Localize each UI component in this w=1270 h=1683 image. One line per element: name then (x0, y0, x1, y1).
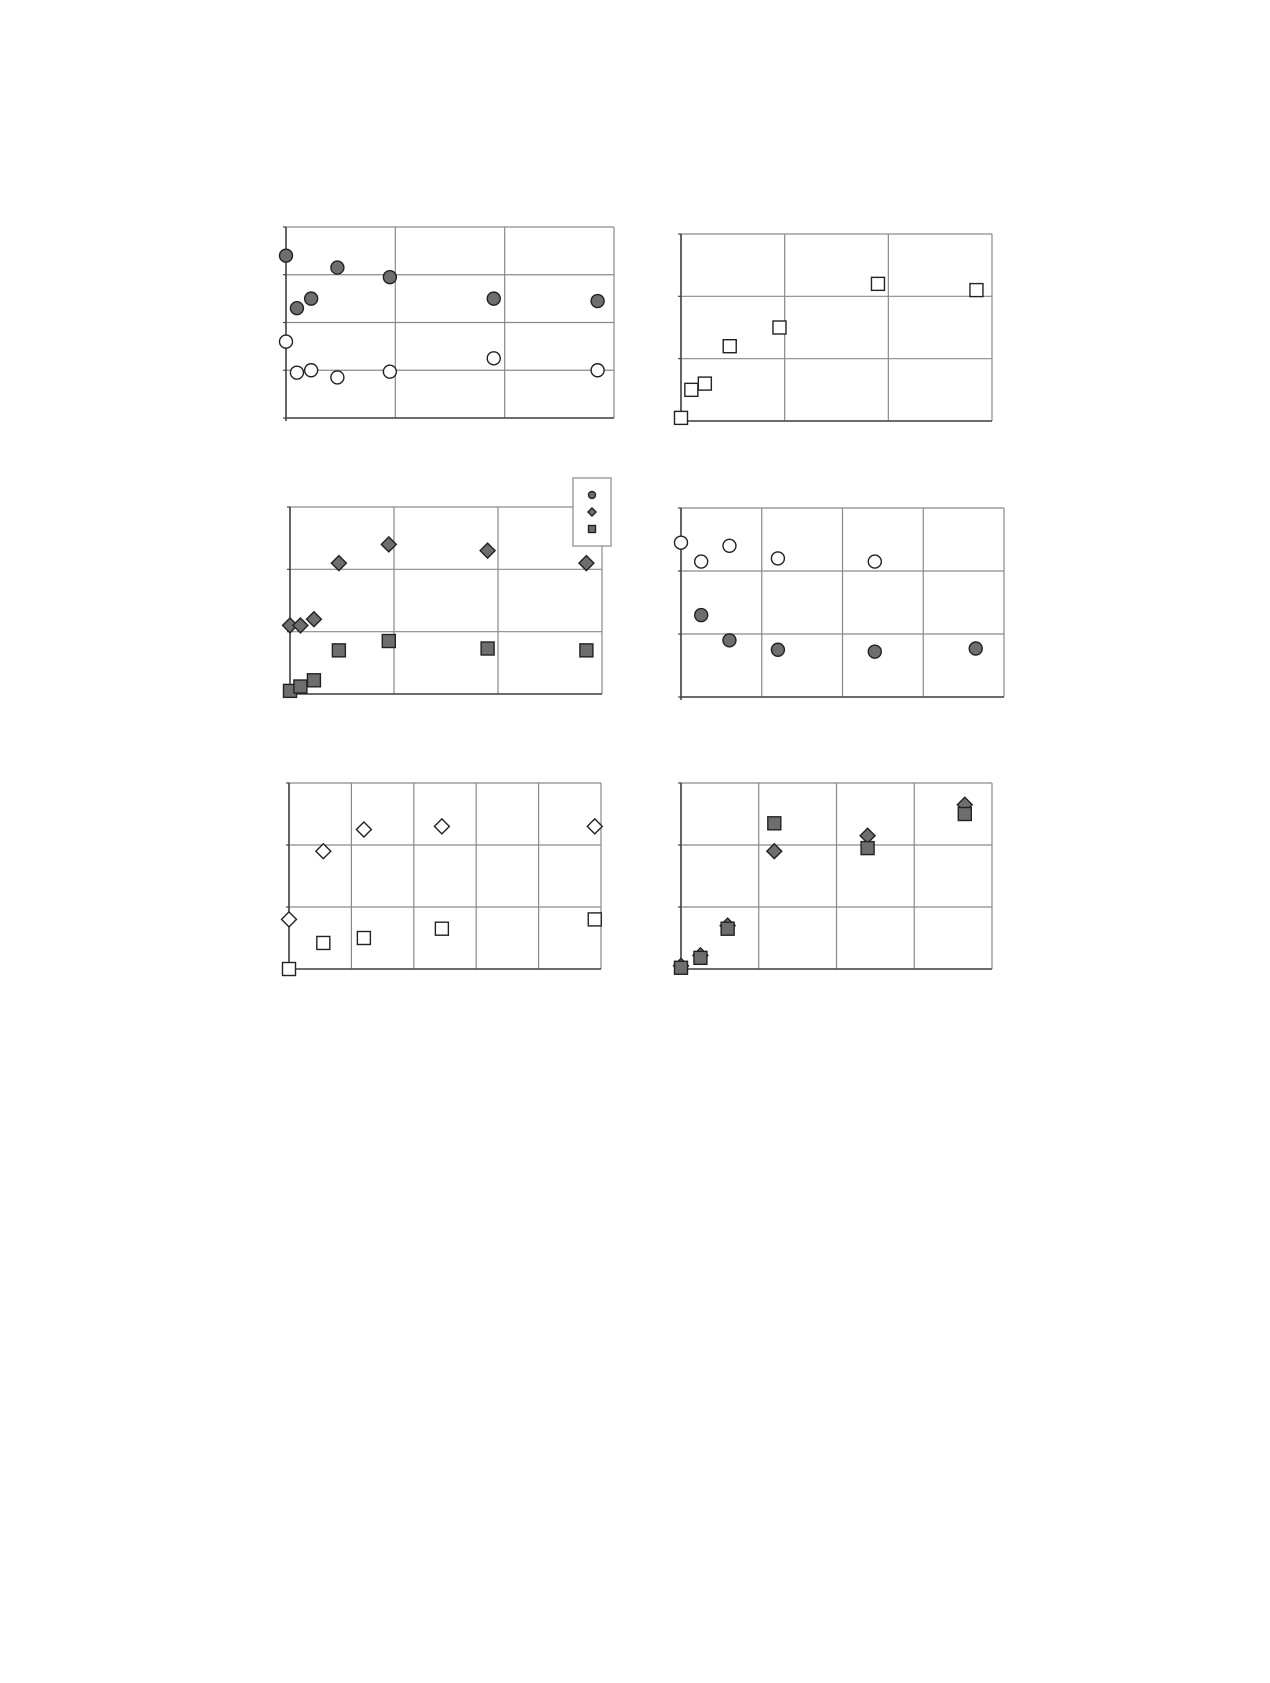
data-point-square (588, 913, 601, 926)
data-point-square (698, 377, 711, 390)
data-point-square (332, 644, 345, 657)
data-point-square (694, 951, 707, 964)
legend (573, 478, 611, 546)
data-point-diamond (579, 556, 594, 571)
data-point-circle (487, 292, 500, 305)
data-point-square (435, 922, 448, 935)
data-point-circle (868, 555, 881, 568)
data-point-circle (771, 643, 784, 656)
series-1 (675, 536, 882, 568)
data-point-diamond (282, 912, 297, 927)
chart-5 (282, 783, 603, 976)
data-point-diamond (293, 618, 308, 633)
data-point-diamond (587, 819, 602, 834)
data-point-circle (487, 352, 500, 365)
chart-4 (675, 508, 1005, 700)
data-point-square (580, 644, 593, 657)
data-point-circle (383, 365, 396, 378)
data-point-circle (331, 371, 344, 384)
series-1 (674, 797, 973, 973)
data-point-square (768, 817, 781, 830)
data-point-circle (383, 271, 396, 284)
data-point-square (294, 680, 307, 693)
series-2 (695, 609, 983, 659)
data-point-circle (280, 249, 293, 262)
data-point-square (861, 842, 874, 855)
data-point-circle (969, 642, 982, 655)
chart-6 (674, 783, 992, 974)
data-point-circle (331, 261, 344, 274)
data-point-diamond (767, 844, 782, 859)
data-point-square (970, 284, 983, 297)
data-point-diamond (331, 556, 346, 571)
series-2 (280, 335, 605, 384)
data-point-diamond (434, 819, 449, 834)
data-point-square (723, 340, 736, 353)
data-point-square (773, 321, 786, 334)
data-point-diamond (480, 543, 495, 558)
data-point-diamond (316, 844, 331, 859)
chart-3 (283, 478, 611, 697)
data-point-square (317, 936, 330, 949)
data-point-circle (290, 366, 303, 379)
data-point-circle (723, 634, 736, 647)
data-point-diamond (356, 822, 371, 837)
data-point-square (871, 277, 884, 290)
data-point-circle (695, 609, 708, 622)
legend-marker-square (589, 526, 596, 533)
chart-1 (280, 227, 615, 421)
data-point-square (382, 635, 395, 648)
data-point-diamond (306, 612, 321, 627)
data-point-square (685, 383, 698, 396)
data-point-circle (280, 335, 293, 348)
data-point-square (958, 808, 971, 821)
series-2 (283, 913, 602, 976)
data-point-circle (305, 292, 318, 305)
legend-marker-circle (589, 492, 596, 499)
data-point-square (481, 642, 494, 655)
data-point-circle (290, 302, 303, 315)
data-point-circle (868, 645, 881, 658)
data-point-circle (591, 364, 604, 377)
data-point-square (357, 932, 370, 945)
data-point-square (721, 922, 734, 935)
data-point-circle (675, 536, 688, 549)
data-point-square (675, 961, 688, 974)
series-1 (675, 277, 983, 424)
series-1 (280, 249, 605, 315)
series-2 (675, 808, 972, 975)
data-point-circle (695, 555, 708, 568)
series-2 (284, 635, 593, 698)
series-1 (282, 819, 603, 927)
data-point-square (675, 411, 688, 424)
data-point-circle (771, 552, 784, 565)
chart-2 (675, 234, 993, 424)
data-point-square (307, 674, 320, 687)
data-point-circle (723, 539, 736, 552)
series-1 (283, 537, 594, 633)
data-point-circle (305, 364, 318, 377)
data-point-square (283, 963, 296, 976)
data-point-circle (591, 295, 604, 308)
